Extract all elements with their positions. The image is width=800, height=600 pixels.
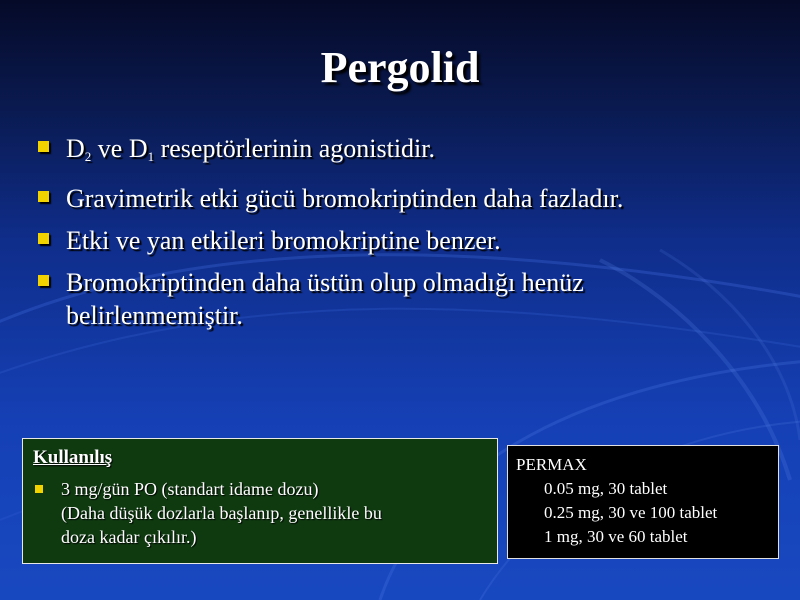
product-dose-3: 1 mg, 30 ve 60 tablet	[544, 527, 688, 546]
usage-line-2: (Daha düşük dozlarla başlanıp, genellikle bu	[61, 503, 382, 523]
bullet-item-potency	[36, 182, 776, 215]
usage-dose-item	[33, 477, 487, 549]
product-name: PERMAX	[516, 455, 587, 474]
bullet-text: Gravimetrik etki gücü bromokriptinden daha fazladır.	[66, 184, 624, 213]
bullet-item-receptor	[36, 132, 776, 173]
bullet-text-mid: ve D	[91, 134, 148, 163]
subscript-1: 1	[147, 149, 155, 164]
product-box	[507, 445, 779, 559]
bullet-text-line-1: Bromokriptinden daha üstün olup olmadığı henüz	[66, 268, 584, 297]
square-bullet-icon	[38, 233, 49, 244]
square-bullet-icon	[38, 141, 49, 152]
square-bullet-icon	[35, 485, 43, 493]
usage-line-1: 3 mg/gün PO (standart idame dozu)	[61, 479, 319, 499]
product-dose-2: 0.25 mg, 30 ve 100 tablet	[544, 503, 718, 522]
square-bullet-icon	[38, 275, 49, 286]
usage-line-3: doza kadar çıkılır.)	[61, 527, 197, 547]
bullet-text: Etki ve yan etkileri bromokriptine benzer.	[66, 226, 501, 255]
slide-title: Pergolid	[320, 43, 480, 92]
bullet-item-superiority	[36, 266, 776, 332]
subscript-2: 2	[84, 149, 92, 164]
bullet-text-line-2: belirlenmemiştir.	[66, 301, 243, 330]
bullet-list	[36, 132, 776, 345]
bullet-text-pre: D	[66, 134, 85, 163]
product-dose-1: 0.05 mg, 30 tablet	[544, 479, 668, 498]
bullet-item-effects	[36, 224, 776, 257]
square-bullet-icon	[38, 191, 49, 202]
usage-box	[22, 438, 498, 564]
bullet-text-post: reseptörlerinin agonistidir.	[154, 134, 435, 163]
usage-heading: Kullanılış	[33, 447, 113, 468]
